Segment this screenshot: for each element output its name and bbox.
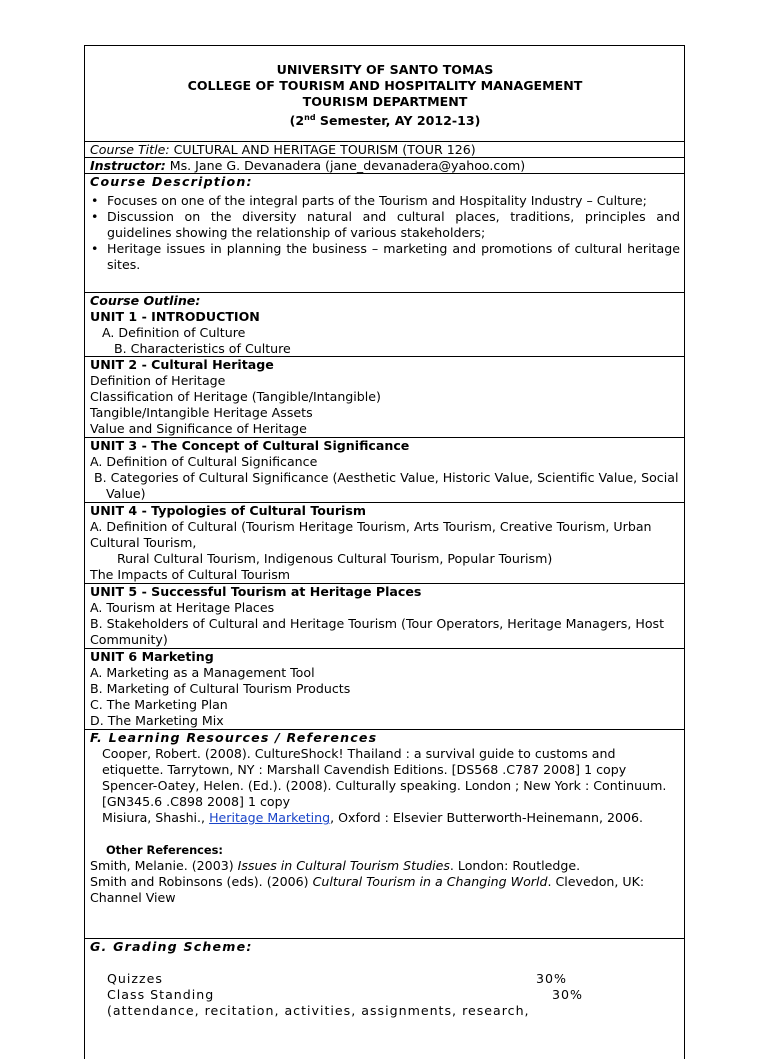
unit3-item-b: B. Categories of Cultural Significance (Aesthetic Value, Historic Value, Scientific Value, Social Value): [94, 470, 679, 501]
college-name: COLLEGE OF TOURISM AND HOSPITALITY MANAGEMENT: [187, 78, 583, 93]
class-standing-value: 30%: [552, 987, 583, 1002]
class-standing-label: Class Standing: [107, 987, 215, 1002]
unit4-title: UNIT 4 - Typologies of Cultural Tourism: [90, 503, 366, 518]
learning-resources-label: F. Learning Resources / References: [90, 730, 378, 745]
grading-scheme-label: G. Grading Scheme:: [90, 939, 253, 954]
grading-row-quizzes: [90, 971, 680, 987]
unit6-item: A. Marketing as a Management Tool: [90, 665, 315, 680]
instructor-label: Instructor:: [90, 158, 166, 173]
unit6-item: B. Marketing of Cultural Tourism Products: [90, 681, 351, 696]
description-item: • Discussion on the diversity natural and cultural places, traditions, principles and guidelines showing the relationship of various stakeholders;: [90, 209, 680, 241]
course-description-list: [90, 193, 680, 273]
reference-item: Misiura, Shashi., Heritage Marketing, Oxford : Elsevier Butterworth-Heinemann, 2006.: [102, 810, 644, 825]
unit6-item: C. The Marketing Plan: [90, 697, 228, 712]
unit1-title: UNIT 1 - INTRODUCTION: [90, 309, 260, 324]
unit6-section: [84, 649, 685, 730]
unit5-item-b: B. Stakeholders of Cultural and Heritage Tourism (Tour Operators, Heritage Managers, Host Community): [90, 616, 665, 647]
quizzes-value: 30%: [536, 971, 567, 986]
unit5-section: [84, 584, 685, 649]
unit2-item: Definition of Heritage: [90, 373, 226, 388]
course-description-section: [84, 174, 685, 293]
unit3-item-a: A. Definition of Cultural Significance: [90, 454, 318, 469]
course-description-label: Course Description:: [90, 174, 253, 189]
instructor-row: [84, 158, 685, 174]
department-name: TOURISM DEPARTMENT: [302, 94, 468, 109]
other-reference-item: Smith and Robinsons (eds). (2006) Cultural Tourism in a Changing World. Clevedon, UK: Channel View: [90, 874, 645, 905]
other-references-label: Other References:: [106, 843, 223, 857]
course-outline-label: Course Outline:: [90, 293, 201, 308]
unit5-title: UNIT 5 - Successful Tourism at Heritage Places: [90, 584, 422, 599]
semester-line: (2nd Semester, AY 2012-13): [289, 113, 481, 129]
unit2-item: Value and Significance of Heritage: [90, 421, 307, 436]
course-title-label: Course Title:: [90, 142, 170, 157]
university-name: UNIVERSITY OF SANTO TOMAS: [276, 62, 494, 77]
course-title-row: [84, 142, 685, 158]
unit3-title: UNIT 3 - The Concept of Cultural Significance: [90, 438, 410, 453]
other-reference-item: Smith, Melanie. (2003) Issues in Cultural Tourism Studies. London: Routledge.: [90, 858, 581, 873]
syllabus-table: [84, 45, 685, 1059]
unit4-item-a-cont: Rural Cultural Tourism, Indigenous Cultural Tourism, Popular Tourism): [117, 551, 553, 566]
description-item: • Heritage issues in planning the business – marketing and promotions of cultural heritage sites.: [90, 241, 680, 273]
unit5-item-a: A. Tourism at Heritage Places: [90, 600, 275, 615]
unit2-item: Tangible/Intangible Heritage Assets: [90, 405, 313, 420]
unit4-section: [84, 503, 685, 584]
unit2-title: UNIT 2 - Cultural Heritage: [90, 357, 274, 372]
unit1-item-a: A. Definition of Culture: [102, 325, 246, 340]
class-standing-note: (attendance, recitation, activities, assignments, research,: [107, 1003, 530, 1018]
instructor-value: Ms. Jane G. Devanadera (jane_devanadera@yahoo.com): [165, 158, 526, 173]
quizzes-label: Quizzes: [107, 971, 163, 986]
grading-row-class-standing: [90, 987, 680, 1003]
learning-resources-section: [84, 730, 685, 939]
course-title-value: CULTURAL AND HERITAGE TOURISM (TOUR 126): [169, 142, 476, 157]
unit4-item-a: A. Definition of Cultural (Tourism Heritage Tourism, Arts Tourism, Creative Tourism, Urban Cultural Tourism,: [90, 519, 652, 550]
course-outline-section: [84, 293, 685, 357]
syllabus-header: [84, 45, 685, 142]
reference-item: Cooper, Robert. (2008). CultureShock! Thailand : a survival guide to customs and etiquette. Tarrytown, NY : Marshall Cavendish Editions. [DS568 .C787 2008] 1 copy: [102, 746, 627, 777]
unit3-section: [84, 438, 685, 503]
unit2-item: Classification of Heritage (Tangible/Intangible): [90, 389, 381, 404]
unit1-item-b: B. Characteristics of Culture: [114, 341, 291, 356]
unit6-title: UNIT 6 Marketing: [90, 649, 214, 664]
grading-scheme-section: [84, 939, 685, 1059]
description-item: • Focuses on one of the integral parts of the Tourism and Hospitality Industry – Culture;: [90, 193, 680, 209]
heritage-marketing-link[interactable]: Heritage Marketing: [209, 810, 331, 825]
unit4-item-c: The Impacts of Cultural Tourism: [90, 567, 291, 582]
reference-item: Spencer-Oatey, Helen. (Ed.). (2008). Culturally speaking. London ; New York : Continuum. [GN345.6 .C898 2008] 1 copy: [102, 778, 667, 809]
unit6-item: D. The Marketing Mix: [90, 713, 224, 728]
unit2-section: [84, 357, 685, 438]
